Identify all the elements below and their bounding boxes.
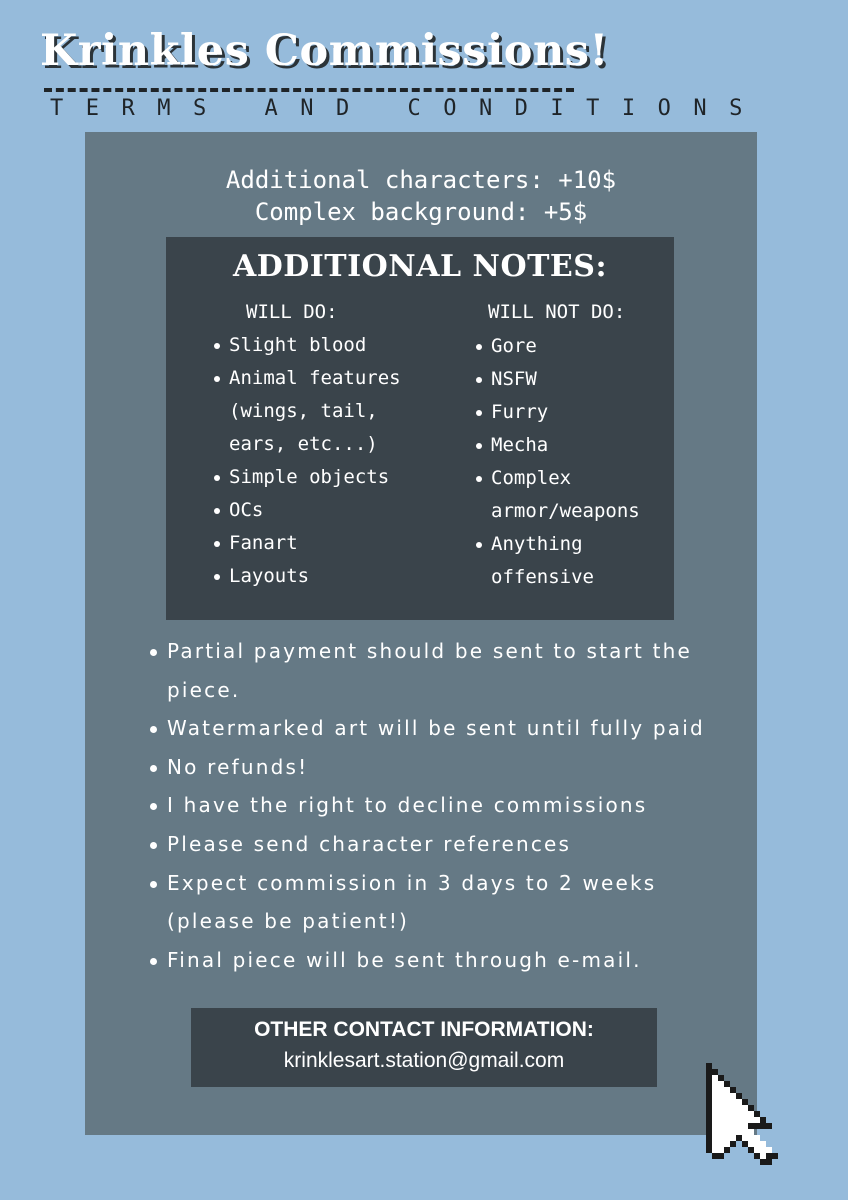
term-item: I have the right to decline commissions bbox=[150, 786, 750, 825]
terms-panel bbox=[85, 132, 757, 1135]
term-item: No refunds! bbox=[150, 748, 750, 787]
dashed-divider bbox=[44, 88, 574, 92]
additional-notes-box bbox=[166, 237, 674, 620]
will-not-do-item: Anything offensive bbox=[476, 528, 646, 594]
will-not-do-item: Gore bbox=[476, 330, 646, 363]
will-do-item: Layouts bbox=[214, 560, 414, 593]
will-not-do-item: Furry bbox=[476, 396, 646, 429]
will-do-item: OCs bbox=[214, 494, 414, 527]
will-not-do-heading: WILL NOT DO: bbox=[488, 301, 626, 323]
will-do-item: Animal features (wings, tail, ears, etc...) bbox=[214, 362, 414, 461]
term-item: Partial payment should be sent to start the piece. bbox=[150, 632, 750, 709]
will-not-do-item: NSFW bbox=[476, 363, 646, 396]
contact-title: OTHER CONTACT INFORMATION: bbox=[254, 1018, 594, 1041]
will-do-item: Slight blood bbox=[214, 329, 414, 362]
will-not-do-item: Mecha bbox=[476, 429, 646, 462]
will-do-item: Simple objects bbox=[214, 461, 414, 494]
term-item: Final piece will be sent through e-mail. bbox=[150, 941, 750, 980]
will-not-do-list bbox=[476, 330, 646, 594]
term-item: Please send character references bbox=[150, 825, 750, 864]
term-item: Watermarked art will be sent until fully paid bbox=[150, 709, 750, 748]
will-do-item: Fanart bbox=[214, 527, 414, 560]
price-extra-characters: Additional characters: +10$ bbox=[225, 166, 617, 194]
will-not-do-item: Complex armor/weapons bbox=[476, 462, 646, 528]
will-do-list bbox=[214, 329, 414, 593]
term-item: Expect commission in 3 days to 2 weeks (please be patient!) bbox=[150, 864, 750, 941]
contact-box bbox=[191, 1008, 657, 1087]
page-subtitle: TERMS AND CONDITIONS bbox=[50, 96, 765, 121]
notes-title: ADDITIONAL NOTES: bbox=[232, 249, 608, 284]
terms-list bbox=[150, 632, 750, 979]
will-do-heading: WILL DO: bbox=[246, 301, 338, 323]
page-title: Krinkles Commissions! bbox=[40, 26, 609, 76]
price-extras bbox=[85, 164, 757, 228]
price-extra-background: Complex background: +5$ bbox=[254, 198, 588, 226]
contact-email[interactable]: krinklesart.station@gmail.com bbox=[283, 1049, 565, 1072]
mouse-pointer-icon bbox=[700, 1063, 796, 1171]
